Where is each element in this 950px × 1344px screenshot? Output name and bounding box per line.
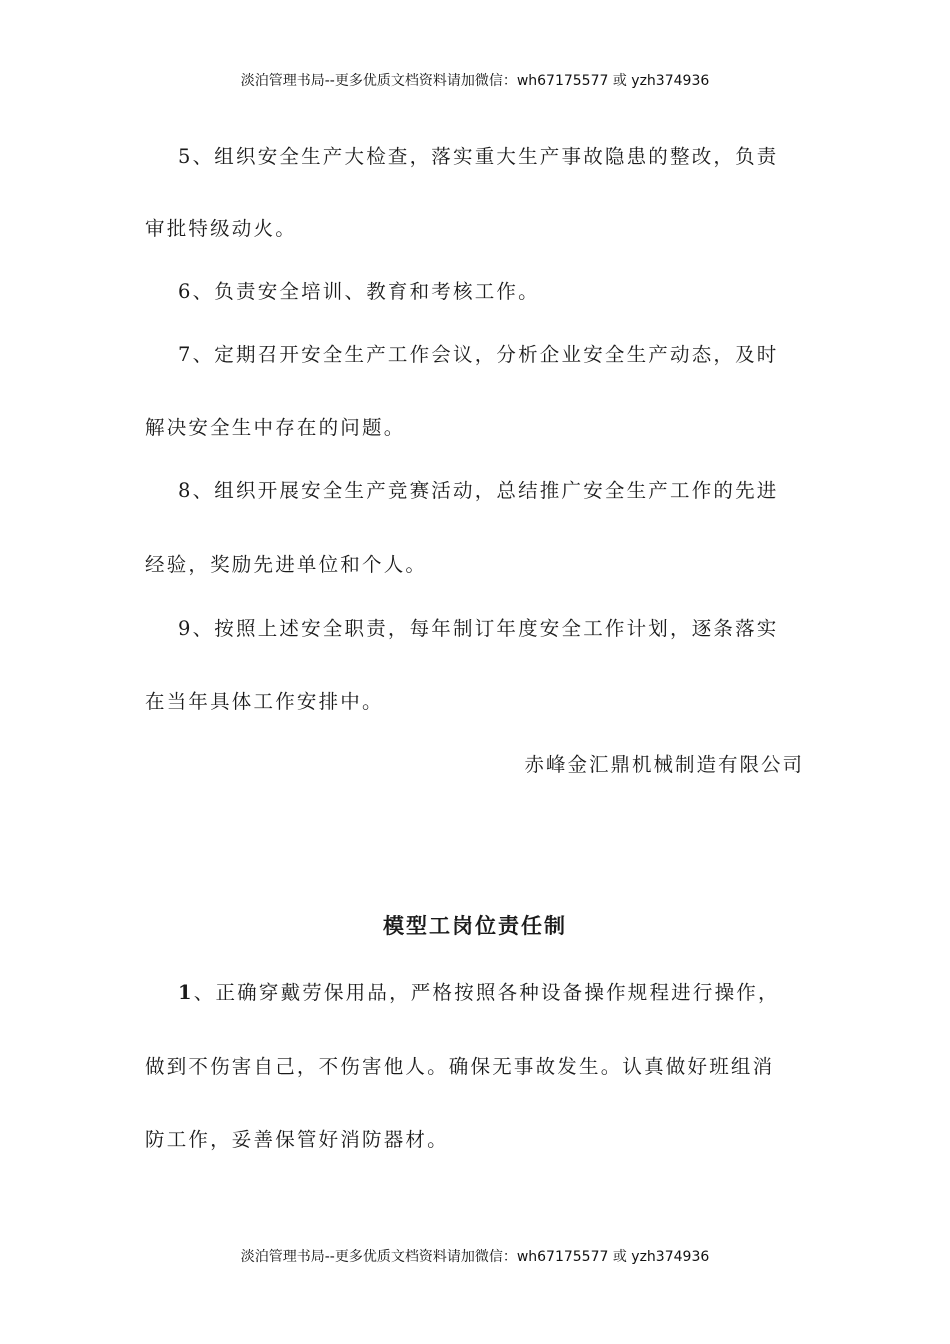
page-header: 淡泊管理书局--更多优质文档资料请加微信：wh67175577 或 yzh374936 bbox=[240, 73, 710, 89]
page-footer: 淡泊管理书局--更多优质文档资料请加微信：wh67175577 或 yzh374936 bbox=[240, 1249, 710, 1265]
paragraph-line: 经验，奖励先进单位和个人。 bbox=[145, 553, 428, 576]
paragraph-line: 5、组织安全生产大检查，落实重大生产事故隐患的整改，负责 bbox=[178, 145, 779, 168]
paragraph-line bbox=[178, 977, 780, 1005]
item-number: 1 bbox=[178, 981, 194, 1004]
paragraph-line: 防工作，妥善保管好消防器材。 bbox=[145, 1128, 449, 1151]
paragraph-line: 做到不伤害自己，不伤害他人。确保无事故发生。认真做好班组消 bbox=[145, 1055, 775, 1078]
paragraph-line: 8、组织开展安全生产竞赛活动，总结推广安全生产工作的先进 bbox=[178, 479, 779, 502]
paragraph-line: 7、定期召开安全生产工作会议，分析企业安全生产动态，及时 bbox=[178, 343, 779, 366]
item-text: 、正确穿戴劳保用品，严格按照各种设备操作规程进行操作， bbox=[193, 981, 780, 1004]
paragraph-line: 审批特级动火。 bbox=[145, 217, 297, 240]
company-signature: 赤峰金汇鼎机械制造有限公司 bbox=[524, 753, 804, 776]
paragraph-line: 解决安全生中存在的问题。 bbox=[145, 416, 406, 439]
paragraph-line: 9、按照上述安全职责，每年制订年度安全工作计划，逐条落实 bbox=[178, 617, 779, 640]
section-title: 模型工岗位责任制 bbox=[383, 913, 567, 938]
paragraph-line: 在当年具体工作安排中。 bbox=[145, 690, 384, 713]
paragraph-line: 6、负责安全培训、教育和考核工作。 bbox=[178, 280, 540, 303]
